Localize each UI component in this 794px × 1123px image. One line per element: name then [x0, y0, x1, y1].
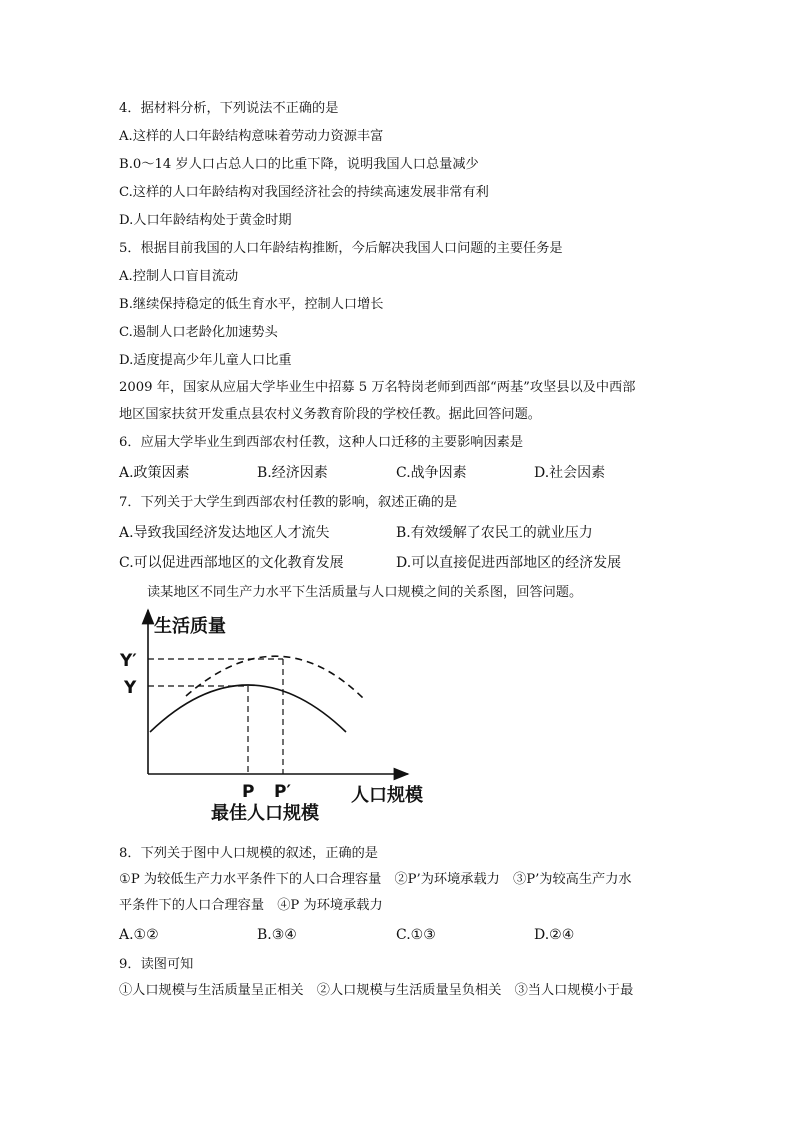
x-axis-label: 人口规模: [351, 785, 423, 806]
q8-option-a: A.①②: [119, 927, 159, 943]
q8-option-c: C.①③: [396, 927, 436, 943]
q8-option-b: B.③④: [257, 927, 297, 943]
q6-option-a: A.政策因素: [119, 465, 190, 481]
q6-option-b: B.经济因素: [257, 465, 328, 481]
q5-option-b: B.继续保持稳定的低生育水平，控制人口增长: [119, 297, 384, 312]
q4-option-a: A.这样的人口年龄结构意味着劳动力资源丰富: [119, 129, 384, 144]
material-line-2: 地区国家扶贫开发重点县农村义务教育阶段的学校任教。据此回答问题。: [119, 407, 541, 422]
figure-intro: 读某地区不同生产力水平下生活质量与人口规模之间的关系图，回答问题。: [147, 585, 583, 600]
figure-caption: 最佳人口规模: [211, 803, 319, 824]
q5-option-a: A.控制人口盲目流动: [119, 269, 239, 284]
q6-option-c: C.战争因素: [396, 465, 467, 481]
q5-option-d: D.适度提高少年儿童人口比重: [119, 353, 292, 368]
q4-stem: 4．据材料分析，下列说法不正确的是: [119, 101, 339, 116]
q4-option-d: D.人口年龄结构处于黄金时期: [119, 213, 292, 228]
q7-option-d: D.可以直接促进西部地区的经济发展: [396, 555, 622, 571]
q7-option-c: C.可以促进西部地区的文化教育发展: [119, 555, 344, 571]
p-prime-tick: P′: [274, 782, 291, 802]
q7-option-b: B.有效缓解了农民工的就业压力: [396, 525, 593, 541]
p-tick: P: [242, 782, 255, 802]
population-quality-figure: [110, 608, 450, 828]
q5-option-c: C.遏制人口老龄化加速势头: [119, 325, 278, 340]
y-tick: Y: [124, 678, 137, 698]
q4-option-c: C.这样的人口年龄结构对我国经济社会的持续高速发展非常有利: [119, 185, 489, 200]
q7-stem: 7．下列关于大学生到西部农村任教的影响，叙述正确的是: [119, 495, 458, 510]
q5-stem: 5．根据目前我国的人口年龄结构推断，今后解决我国人口问题的主要任务是: [119, 241, 563, 256]
higher-productivity-curve: [186, 656, 366, 701]
q4-option-b: B.0～14 岁人口占总人口的比重下降，说明我国人口总量减少: [119, 157, 479, 172]
y-prime-tick: Y′: [120, 651, 137, 671]
material-line-1: 2009 年，国家从应届大学毕业生中招募 5 万名特岗老师到西部“两基”攻坚县以及中西部: [119, 380, 636, 395]
q6-stem: 6．应届大学毕业生到西部农村任教，这种人口迁移的主要影响因素是: [119, 435, 524, 450]
q8-statements-line-2: 平条件下的人口合理容量 ④P 为环境承载力: [119, 898, 383, 913]
q9-statements-line-1: ①人口规模与生活质量呈正相关 ②人口规模与生活质量呈负相关 ③当人口规模小于最: [119, 983, 634, 998]
q8-stem: 8．下列关于图中人口规模的叙述，正确的是: [119, 846, 378, 861]
q6-option-d: D.社会因素: [534, 465, 606, 481]
q8-statements-line-1: ①P 为较低生产力水平条件下的人口合理容量 ②P’为环境承载力 ③P’为较高生产力水: [119, 872, 632, 887]
y-axis-label: 生活质量: [154, 616, 226, 637]
q8-option-d: D.②④: [534, 927, 575, 943]
q7-option-a: A.导致我国经济发达地区人才流失: [119, 525, 330, 541]
q9-stem: 9．读图可知: [119, 957, 194, 972]
